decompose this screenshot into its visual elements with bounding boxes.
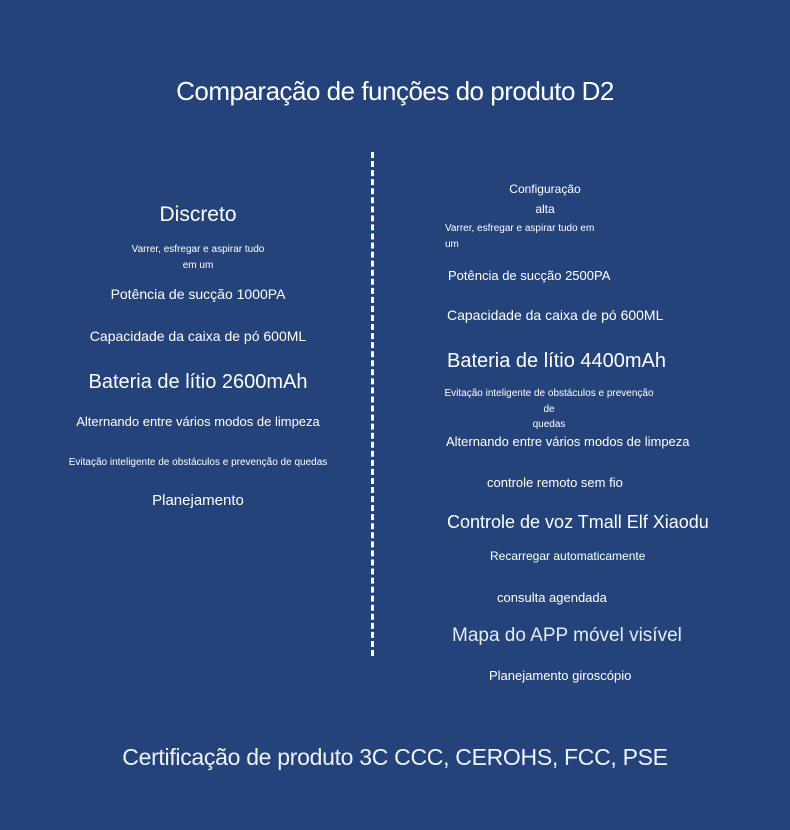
right-feature: Capacidade da caixa de pó 600ML [447, 307, 664, 323]
page-title: Comparação de funções do produto D2 [176, 76, 614, 106]
right-feature: Recarregar automaticamente [490, 549, 646, 563]
certification-footer: Certificação de produto 3C CCC, CEROHS, FCC, PSE [122, 744, 668, 770]
left-feature: Potência de sucção 1000PA [110, 286, 286, 302]
left-feature: Planejamento [152, 492, 244, 509]
right-feature: Varrer, esfregar e aspirar tudo em um [445, 223, 595, 250]
right-feature: controle remoto sem fio [487, 475, 623, 490]
right-feature: Bateria de lítio 4400mAh [447, 350, 667, 372]
column-divider [371, 152, 374, 656]
right-feature: Evitação inteligente de obstáculos e prevenção de quedas [444, 388, 654, 430]
left-feature: Varrer, esfregar e aspirar tudo em um [131, 244, 265, 271]
right-feature: Potência de sucção 2500PA [448, 268, 611, 283]
left-feature: Evitação inteligente de obstáculos e prevenção de quedas [68, 457, 328, 468]
right-feature: Controle de voz Tmall Elf Xiaodu [447, 512, 709, 532]
right-feature: Mapa do APP móvel visível [452, 625, 682, 646]
right-column-heading: Configuração alta [509, 182, 581, 216]
right-feature: consulta agendada [497, 590, 607, 605]
left-feature: Alternando entre vários modos de limpeza [76, 414, 320, 429]
left-feature: Bateria de lítio 2600mAh [88, 371, 308, 393]
left-feature: Capacidade da caixa de pó 600ML [89, 328, 307, 344]
right-feature: Planejamento giroscópio [489, 668, 632, 683]
left-column-heading: Discreto [159, 203, 237, 226]
right-feature: Alternando entre vários modos de limpeza [446, 434, 690, 449]
